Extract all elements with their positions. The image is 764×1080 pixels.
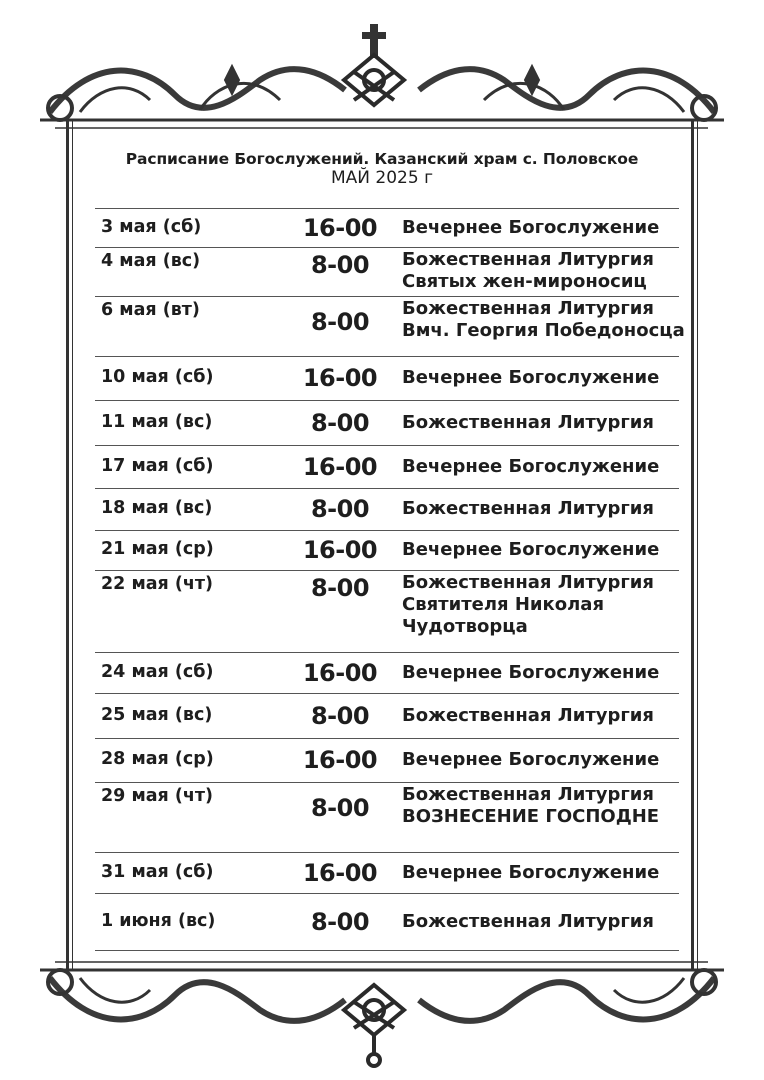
service-line: Божественная Литургия bbox=[402, 705, 654, 726]
service-description bbox=[402, 249, 654, 293]
service-date: 21 мая (ср) bbox=[101, 539, 214, 559]
row-divider bbox=[95, 530, 679, 531]
service-time: 16-00 bbox=[302, 536, 378, 564]
service-line: Вечернее Богослужение bbox=[402, 662, 660, 683]
service-date: 31 мая (сб) bbox=[101, 862, 214, 882]
row-divider bbox=[95, 356, 679, 357]
schedule-row bbox=[95, 652, 679, 693]
row-divider bbox=[95, 400, 679, 401]
service-date: 24 мая (сб) bbox=[101, 662, 214, 682]
service-line: Вечернее Богослужение bbox=[402, 539, 660, 560]
schedule-row bbox=[95, 738, 679, 782]
schedule-row bbox=[95, 356, 679, 400]
schedule-row bbox=[95, 893, 679, 950]
service-description bbox=[402, 298, 685, 342]
page-title: Расписание Богослужений. Казанский храм с. Половское bbox=[125, 150, 639, 168]
schedule-row bbox=[95, 570, 679, 652]
service-line: Вечернее Богослужение bbox=[402, 367, 660, 388]
schedule-row bbox=[95, 247, 679, 296]
schedule-row bbox=[95, 782, 679, 852]
schedule-row bbox=[95, 693, 679, 738]
bottom-ornament bbox=[0, 948, 764, 1080]
schedule-row bbox=[95, 852, 679, 893]
schedule-row bbox=[95, 400, 679, 445]
service-date: 28 мая (ср) bbox=[101, 749, 214, 769]
service-line: Божественная Литургия bbox=[402, 784, 654, 805]
service-date: 10 мая (сб) bbox=[101, 367, 214, 387]
service-time: 16-00 bbox=[302, 659, 378, 687]
service-date: 4 мая (вс) bbox=[101, 251, 201, 271]
service-date: 17 мая (сб) bbox=[101, 456, 214, 476]
service-description bbox=[402, 412, 654, 434]
service-time: 8-00 bbox=[310, 908, 370, 936]
row-divider bbox=[95, 247, 679, 248]
row-divider bbox=[95, 296, 679, 297]
service-description bbox=[402, 456, 659, 478]
schedule-row bbox=[95, 296, 685, 356]
service-description bbox=[402, 911, 654, 933]
top-ornament bbox=[0, 0, 764, 150]
service-date: 11 мая (вс) bbox=[101, 412, 213, 432]
service-description bbox=[402, 662, 659, 684]
service-date: 18 мая (вс) bbox=[101, 498, 213, 518]
service-date: 29 мая (чт) bbox=[101, 786, 214, 806]
service-description bbox=[402, 572, 654, 638]
service-description bbox=[402, 217, 659, 239]
service-line: Святителя Николая bbox=[402, 594, 604, 615]
service-description bbox=[402, 784, 659, 828]
service-time: 16-00 bbox=[302, 214, 378, 242]
service-date: 1 июня (вс) bbox=[101, 911, 216, 931]
service-line: Божественная Литургия bbox=[402, 298, 654, 319]
service-line: ВОЗНЕСЕНИЕ ГОСПОДНЕ bbox=[402, 806, 660, 827]
service-line: Божественная Литургия bbox=[402, 249, 654, 270]
service-line: Вечернее Богослужение bbox=[402, 456, 660, 477]
service-date: 25 мая (вс) bbox=[101, 705, 213, 725]
row-divider bbox=[95, 488, 679, 489]
service-date: 6 мая (вт) bbox=[101, 300, 200, 320]
row-divider bbox=[95, 570, 679, 571]
service-line: Божественная Литургия bbox=[402, 911, 654, 932]
service-time: 8-00 bbox=[310, 251, 370, 279]
row-divider bbox=[95, 852, 679, 853]
service-time: 16-00 bbox=[302, 859, 378, 887]
row-divider bbox=[95, 445, 679, 446]
service-description bbox=[402, 862, 659, 884]
service-line: Чудотворца bbox=[402, 616, 528, 637]
service-description bbox=[402, 367, 659, 389]
service-line: Вечернее Богослужение bbox=[402, 749, 660, 770]
service-time: 8-00 bbox=[310, 574, 370, 602]
service-time: 8-00 bbox=[310, 794, 370, 822]
service-line: Божественная Литургия bbox=[402, 498, 654, 519]
row-divider bbox=[95, 208, 679, 209]
service-time: 8-00 bbox=[310, 409, 370, 437]
service-time: 8-00 bbox=[310, 702, 370, 730]
row-divider bbox=[95, 893, 679, 894]
row-divider bbox=[95, 950, 679, 951]
service-description bbox=[402, 705, 654, 727]
service-time: 16-00 bbox=[302, 746, 378, 774]
service-time: 8-00 bbox=[310, 495, 370, 523]
schedule-row bbox=[95, 208, 679, 247]
frame-right-border bbox=[691, 120, 698, 970]
service-date: 3 мая (сб) bbox=[101, 217, 202, 237]
service-time: 16-00 bbox=[302, 453, 378, 481]
schedule-row bbox=[95, 445, 679, 488]
service-line: Вмч. Георгия Победоносца bbox=[402, 320, 685, 341]
service-line: Божественная Литургия bbox=[402, 572, 654, 593]
service-line: Вечернее Богослужение bbox=[402, 217, 660, 238]
row-divider bbox=[95, 782, 679, 783]
service-date: 22 мая (чт) bbox=[101, 574, 214, 594]
service-description bbox=[402, 539, 659, 561]
service-description bbox=[402, 749, 659, 771]
service-line: Божественная Литургия bbox=[402, 412, 654, 433]
frame-left-border bbox=[66, 120, 73, 970]
service-line: Святых жен-мироносиц bbox=[402, 271, 647, 292]
page-subtitle: МАЙ 2025 г bbox=[330, 168, 434, 188]
service-time: 8-00 bbox=[310, 308, 370, 336]
row-divider bbox=[95, 693, 679, 694]
service-line: Вечернее Богослужение bbox=[402, 862, 660, 883]
row-divider bbox=[95, 652, 679, 653]
schedule-row bbox=[95, 488, 679, 530]
service-time: 16-00 bbox=[302, 364, 378, 392]
row-divider bbox=[95, 738, 679, 739]
schedule-row bbox=[95, 530, 679, 570]
service-description bbox=[402, 498, 654, 520]
